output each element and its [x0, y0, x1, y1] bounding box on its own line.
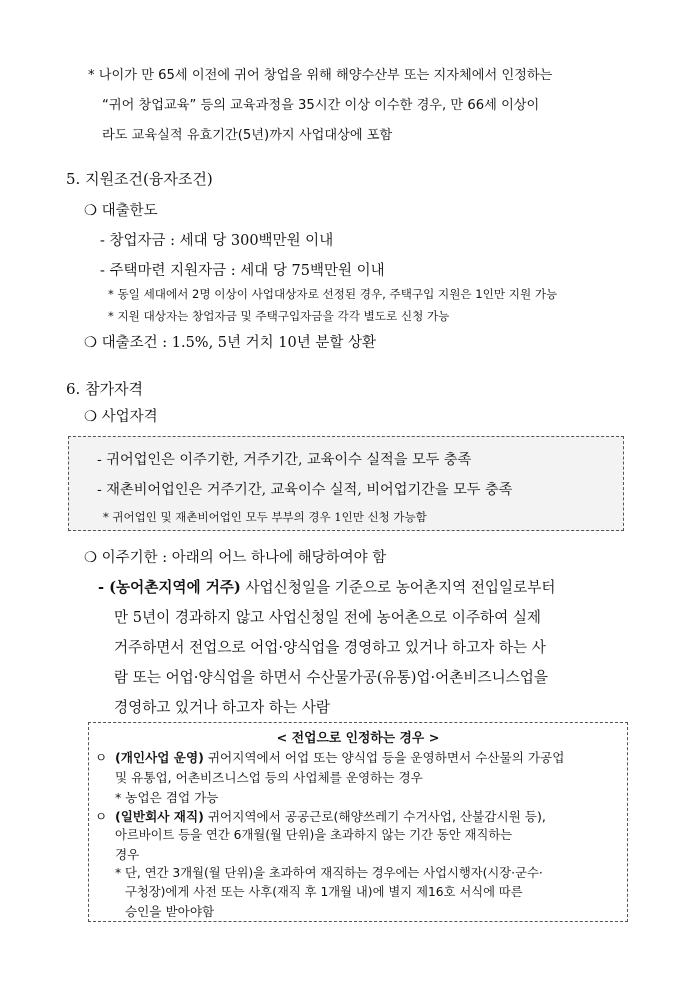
section-6-title: 6. 참가자격 — [66, 380, 144, 398]
relocation-line-4: 람 또는 어업·양식업을 하면서 수산물가공(유통)업·어촌비즈니스업을 — [114, 669, 548, 686]
qualification-box-note: * 귀어업인 및 재촌비어업인 모두 부부의 경우 1인만 신청 가능함 — [103, 510, 427, 524]
item1-bold: (개인사업 운영) — [115, 750, 204, 765]
item2-mark: ㅇ — [95, 809, 108, 824]
item2-note-3: 승인을 받아야함 — [125, 904, 215, 919]
item1-note: * 농업은 겸업 가능 — [115, 790, 219, 805]
intro-note-line-1: * 나이가 만 65세 이전에 귀어 창업을 위해 해양수산부 또는 지자체에서 인정하는 — [88, 68, 553, 83]
item2-line-1 — [115, 806, 546, 825]
intro-note-line-2: “귀어 창업교육” 등의 교육과정을 35시간 이상 이수한 경우, 만 66세 이상이 — [102, 98, 540, 113]
startup-fund-item: - 창업자금 : 세대 당 300백만원 이내 — [100, 233, 334, 249]
relocation-line-2: 만 5년이 경과하지 않고 사업신청일 전에 농어촌으로 이주하여 실제 — [114, 609, 542, 626]
qualification-box-line-2: - 재촌비어업인은 거주기간, 교육이수 실적, 비어업기간을 모두 충족 — [97, 482, 513, 498]
item2-note-2: 구청장)에게 사전 또는 사후(재직 후 1개월 내)에 별지 제16호 서식에 따른 — [125, 885, 523, 899]
relocation-line-1 — [98, 576, 555, 597]
relocation-line-5: 경영하고 있거나 하고자 하는 사람 — [114, 699, 330, 716]
relocation-bold-head: - (농어촌지역에 거주) — [98, 579, 241, 596]
relocation-label: ❍ 이주기한 : 아래의 어느 하나에 해당하여야 함 — [84, 550, 387, 566]
qualification-box — [68, 436, 624, 531]
fulltime-criteria-box — [88, 722, 628, 922]
item1-mark: ㅇ — [95, 750, 108, 765]
housing-fund-item: - 주택마련 지원자금 : 세대 당 75백만원 이내 — [100, 263, 385, 279]
fulltime-criteria-heading: < 전업으로 인정하는 경우 > — [276, 731, 440, 746]
item2-line-1-rest: 귀어지역에서 공공근로(해양쓰레기 수거사업, 산불감시원 등), — [203, 809, 546, 824]
item1-line-2: 및 유통업, 어촌비즈니스업 등의 사업체를 운영하는 경우 — [115, 770, 423, 785]
item2-bold: (일반회사 재직) — [115, 809, 204, 824]
intro-note-line-3: 라도 교육실적 유효기간(5년)까지 사업대상에 포함 — [102, 128, 393, 143]
item1-line-1 — [115, 747, 564, 766]
section-5-title: 5. 지원조건(융자조건) — [66, 170, 213, 188]
relocation-line-1-rest: 사업신청일을 기준으로 농어촌지역 전입일로부터 — [240, 579, 556, 596]
loan-terms: ❍ 대출조건 : 1.5%, 5년 거치 10년 분할 상환 — [84, 335, 376, 351]
item2-line-2: 아르바이트 등을 연간 6개월(월 단위)을 초과하지 않는 기간 동안 재직하는 — [115, 828, 513, 842]
loan-limit-note-2: * 지원 대상자는 창업자금 및 주택구입자금을 각각 별도로 신청 가능 — [108, 309, 450, 323]
item1-line-1-rest: 귀어지역에서 어업 또는 양식업 등을 운영하면서 수산물의 가공업 — [203, 750, 565, 765]
relocation-line-3: 거주하면서 전업으로 어업·양식업을 경영하고 있거나 하고자 하는 사 — [114, 639, 546, 656]
loan-limit-note-1: * 동일 세대에서 2명 이상이 사업대상자로 선정된 경우, 주택구입 지원은 1인만 지원 가능 — [108, 287, 558, 301]
item2-note-1: * 단, 연간 3개월(월 단위)을 초과하여 재직하는 경우에는 사업시행자(시장·군수· — [115, 866, 543, 880]
qualification-box-line-1: - 귀어업인은 이주기한, 거주기간, 교육이수 실적을 모두 충족 — [97, 452, 472, 468]
item2-line-3: 경우 — [115, 847, 140, 862]
business-qualification-label: ❍ 사업자격 — [84, 409, 158, 425]
loan-limit-label: ❍ 대출한도 — [84, 203, 158, 219]
